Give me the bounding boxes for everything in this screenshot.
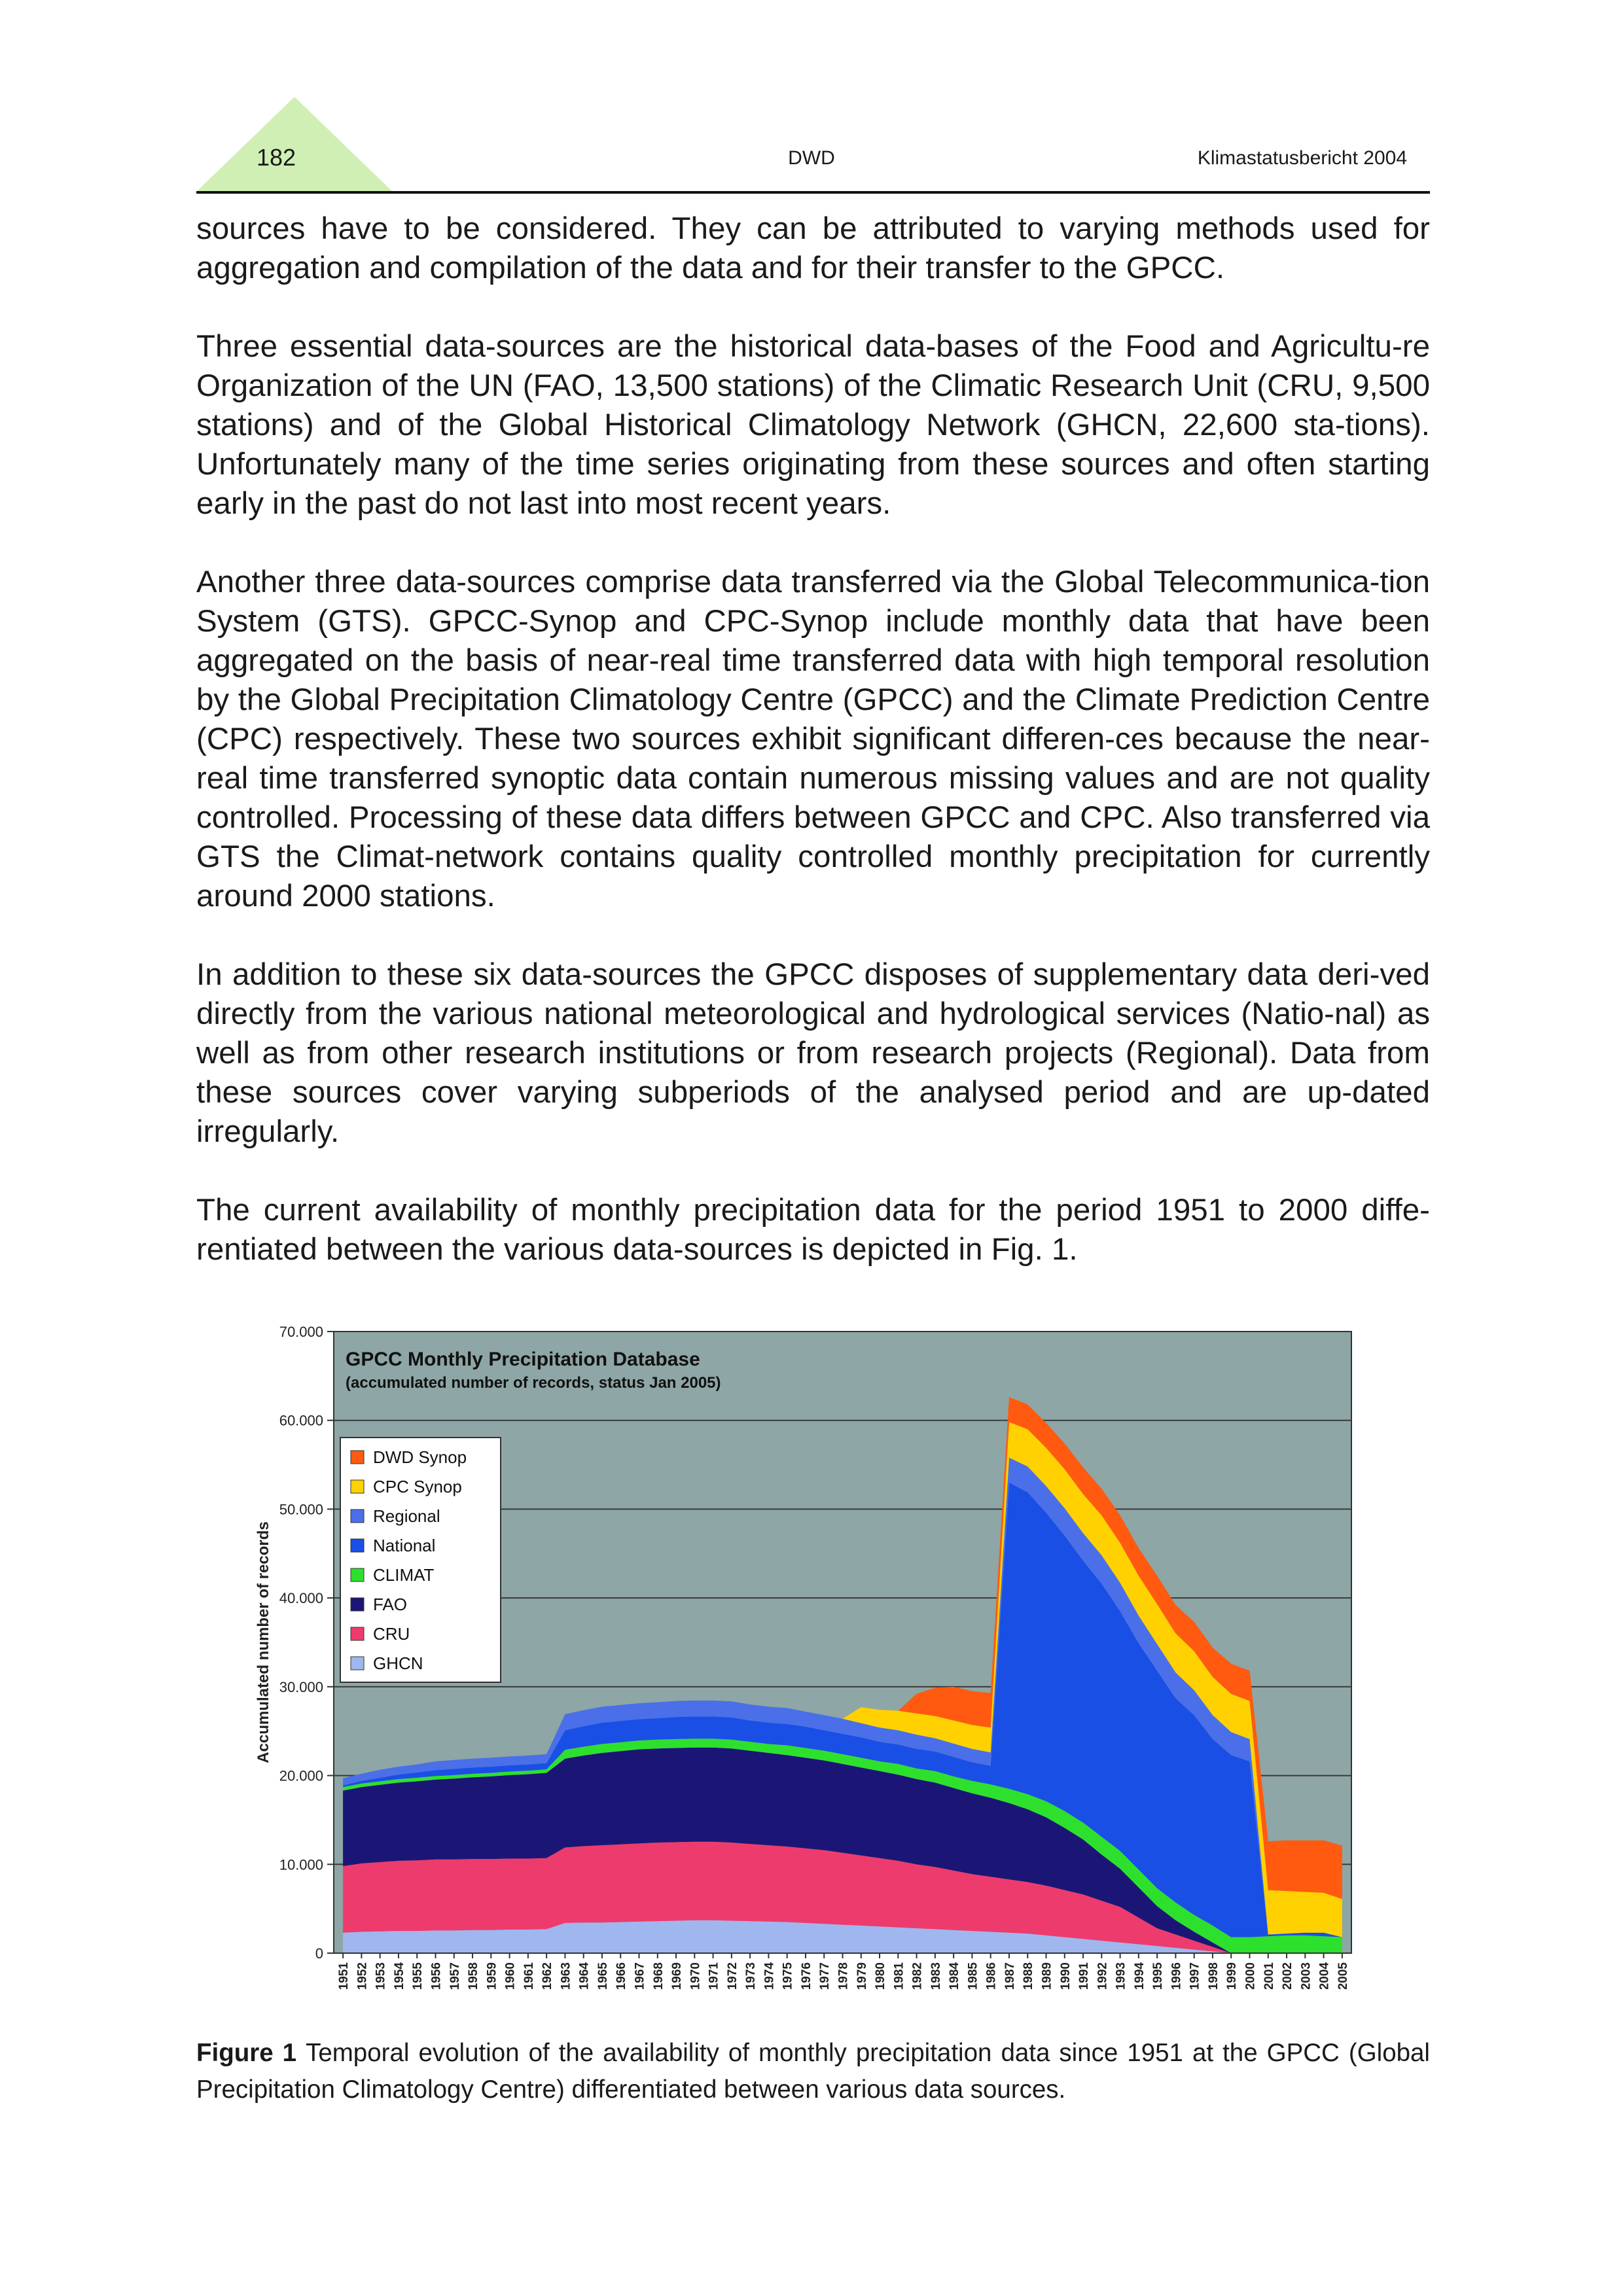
x-tick-label: 1969 [670, 1962, 685, 1989]
chart-subtitle: (accumulated number of records, status Jan 2005) [346, 1374, 721, 1392]
x-tick-label: 1984 [948, 1962, 962, 1989]
y-tick-label: 50.000 [279, 1501, 323, 1518]
x-tick-label: 1983 [929, 1962, 943, 1989]
x-tick-label: 1953 [374, 1962, 388, 1989]
page-number: 182 [257, 144, 296, 171]
x-tick-label: 1992 [1096, 1962, 1110, 1989]
stacked-area-chart [242, 1312, 1368, 1989]
legend-label: Regional [373, 1506, 440, 1526]
x-tick-label: 1991 [1077, 1962, 1092, 1989]
x-tick-label: 1973 [744, 1962, 758, 1989]
legend-label: CRU [373, 1624, 410, 1644]
y-axis-label: Accumulated number of records [255, 1521, 272, 1763]
paragraph: Three essential data-sources are the historical data-bases of the Food and Agricultu-re Organization of the UN (FAO, 13,500 stations) of the Climatic Research Unit (CRU, 9,500 stations) and of the Global Historical Climatology Network (GHCN, 22,600 sta-tions). Unfortunately many of the time series originating from these sources and often starting early in the past do not last into most recent years. [196, 329, 1430, 521]
figure-caption [196, 2035, 1430, 2108]
y-tick-label: 0 [315, 1945, 323, 1962]
paragraph: Another three data-sources comprise data transferred via the Global Telecommunica-tion System (GTS). GPCC-Synop and CPC-Synop include monthly data that have been aggregated on the basis of near-real time transferred data with high temporal resolution by the Global Precipitation Climatology Centre (GPCC) and the Climate Prediction Centre (CPC) respectively. These two sources exhibit significant differen-ces because the near-real time transferred synoptic data contain numerous missing values and are not quality controlled. Processing of these data differs between GPCC and CPC. Also transferred via GTS the Climat-network contains quality controlled monthly precipitation for currently around 2000 stations. [196, 565, 1430, 913]
legend-swatch [351, 1451, 364, 1464]
x-tick-label: 1982 [910, 1962, 925, 1989]
y-tick-labels [279, 1324, 334, 1962]
x-tick-label: 2000 [1243, 1962, 1258, 1989]
x-tick-label: 1957 [448, 1962, 462, 1989]
legend-label: DWD Synop [373, 1447, 467, 1467]
y-tick-label: 20.000 [279, 1767, 323, 1784]
legend-label: CPC Synop [373, 1477, 462, 1496]
header-report-title: Klimastatusbericht 2004 [1197, 147, 1407, 169]
x-tick-label: 1967 [633, 1962, 647, 1989]
x-tick-label: 1977 [818, 1962, 832, 1989]
chart-title: GPCC Monthly Precipitation Database [346, 1349, 700, 1370]
y-tick-label: 10.000 [279, 1856, 323, 1873]
y-tick-label: 70.000 [279, 1324, 323, 1340]
legend-label: National [373, 1536, 436, 1555]
x-tick-label: 1964 [577, 1962, 592, 1989]
x-tick-label: 1978 [836, 1962, 851, 1989]
legend-swatch [351, 1539, 364, 1552]
x-tick-label: 1960 [503, 1962, 518, 1989]
chart-legend [340, 1438, 501, 1682]
x-tick-label: 1951 [337, 1962, 351, 1989]
x-tick-label: 2005 [1336, 1962, 1350, 1989]
paragraph: sources have to be considered. They can be attributed to varying methods used for aggregation and compilation of the data and for their transfer to the GPCC. [196, 211, 1430, 285]
legend-swatch [351, 1657, 364, 1670]
figure-1-chart [242, 1312, 1368, 1989]
legend-swatch [351, 1627, 364, 1640]
header-publisher: DWD [788, 147, 835, 169]
x-tick-label: 1990 [1058, 1962, 1073, 1989]
figure-label: Figure 1 [196, 2039, 297, 2067]
x-tick-label: 1972 [725, 1962, 740, 1989]
header-rule [196, 191, 1430, 194]
x-tick-label: 1968 [651, 1962, 666, 1989]
legend-label: GHCN [373, 1653, 423, 1673]
x-tick-label: 1981 [892, 1962, 906, 1989]
x-tick-label: 1961 [522, 1962, 536, 1989]
x-tick-label: 1965 [596, 1962, 610, 1989]
body-text [196, 209, 1430, 1309]
x-tick-label: 1955 [411, 1962, 425, 1989]
x-tick-label: 1975 [781, 1962, 795, 1989]
x-tick-label: 1995 [1151, 1962, 1166, 1989]
x-tick-label: 1998 [1206, 1962, 1221, 1989]
y-tick-label: 40.000 [279, 1590, 323, 1607]
x-tick-label: 1986 [984, 1962, 999, 1989]
legend-box [340, 1438, 501, 1682]
x-tick-label: 1999 [1225, 1962, 1240, 1989]
x-tick-label: 1956 [429, 1962, 444, 1989]
x-tick-label: 1971 [707, 1962, 721, 1989]
x-tick-label: 1985 [966, 1962, 980, 1989]
figure-caption-text: Temporal evolution of the availability of monthly precipitation data since 1951 at the GPCC (Global Precipitation Climatology Centre) differentiated between various data sources. [196, 2039, 1430, 2104]
x-tick-label: 1994 [1132, 1962, 1147, 1989]
x-tick-label: 1987 [1003, 1962, 1017, 1989]
x-tick-label: 2002 [1281, 1962, 1295, 1989]
x-tick-label: 1980 [874, 1962, 888, 1989]
x-tick-label: 1988 [1022, 1962, 1036, 1989]
paragraph: In addition to these six data-sources the GPCC disposes of supplementary data deri-ved directly from the various national meteorological and hydrological services (Natio-nal) as well as from other research institutions or from research projects (Regional). Data from these sources cover varying subperiods of the analysed period and are up-dated irregularly. [196, 957, 1430, 1149]
x-tick-label: 1993 [1114, 1962, 1128, 1989]
x-tick-labels [337, 1953, 1350, 1989]
x-tick-label: 2004 [1317, 1962, 1332, 1989]
x-tick-label: 1996 [1169, 1962, 1184, 1989]
x-tick-label: 2003 [1299, 1962, 1313, 1989]
legend-swatch [351, 1480, 364, 1493]
x-tick-label: 1959 [485, 1962, 499, 1989]
x-tick-label: 2001 [1262, 1962, 1276, 1989]
x-tick-label: 1989 [1040, 1962, 1054, 1989]
x-tick-label: 1974 [762, 1962, 777, 1989]
x-tick-label: 1954 [392, 1962, 406, 1989]
x-tick-label: 1970 [688, 1962, 703, 1989]
x-tick-label: 1962 [541, 1962, 555, 1989]
legend-label: CLIMAT [373, 1565, 435, 1585]
y-tick-label: 60.000 [279, 1412, 323, 1429]
legend-label: FAO [373, 1595, 408, 1614]
x-tick-label: 1997 [1188, 1962, 1202, 1989]
legend-swatch [351, 1598, 364, 1611]
x-tick-label: 1966 [615, 1962, 629, 1989]
y-tick-label: 30.000 [279, 1678, 323, 1695]
x-tick-label: 1952 [355, 1962, 370, 1989]
legend-swatch [351, 1568, 364, 1581]
x-tick-label: 1979 [855, 1962, 869, 1989]
x-tick-label: 1958 [467, 1962, 481, 1989]
paragraph: The current availability of monthly precipitation data for the period 1951 to 2000 diffe-rentiated between the various data-sources is depicted in Fig. 1. [196, 1193, 1430, 1267]
x-tick-label: 1963 [559, 1962, 573, 1989]
x-tick-label: 1976 [799, 1962, 813, 1989]
legend-swatch [351, 1510, 364, 1523]
